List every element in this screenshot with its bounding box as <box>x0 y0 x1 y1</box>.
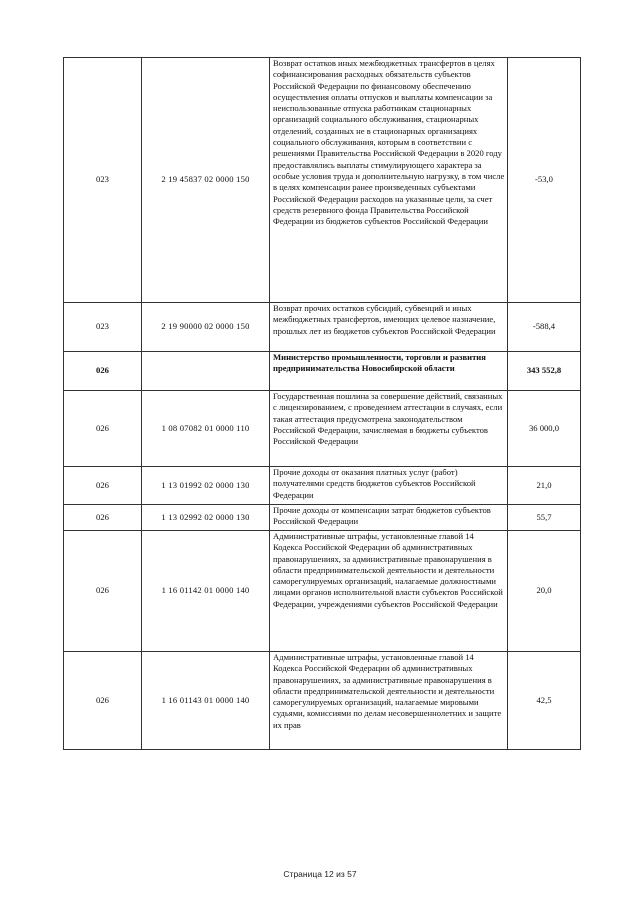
admin-code-cell: 026 <box>64 352 142 391</box>
budget-classification-code-cell: 1 13 01992 02 0000 130 <box>142 467 270 505</box>
budget-revenue-table <box>63 57 581 750</box>
table-row <box>64 58 581 303</box>
amount-cell: 55,7 <box>508 505 581 531</box>
amount-cell: 20,0 <box>508 531 581 652</box>
page-number-footer: Страница 12 из 57 <box>283 869 357 879</box>
budget-classification-code-cell <box>142 352 270 391</box>
admin-code-cell: 023 <box>64 303 142 352</box>
revenue-name-cell: Административные штрафы, установленные главой 14 Кодекса Российской Федерации об административных правонарушениях, за административные правонарушения в области предпринимательской деятельности и деятельности саморегулируемых организаций, налагаемые мировыми судьями, комиссиями по делам несовершеннолетних и защите их прав <box>270 652 508 750</box>
revenue-name-cell: Возврат прочих остатков субсидий, субвенций и иных межбюджетных трансфертов, имеющих целевое назначение, прошлых лет из бюджетов субъектов Российской Федерации <box>270 303 508 352</box>
budget-classification-code-cell: 1 08 07082 01 0000 110 <box>142 391 270 467</box>
table-row <box>64 505 581 531</box>
amount-cell: 21,0 <box>508 467 581 505</box>
budget-classification-code-cell: 1 16 01142 01 0000 140 <box>142 531 270 652</box>
table-row <box>64 467 581 505</box>
table-row <box>64 652 581 750</box>
revenue-name-cell: Министерство промышленности, торговли и развития предпринимательства Новосибирской области <box>270 352 508 391</box>
admin-code-cell: 026 <box>64 652 142 750</box>
budget-classification-code-cell: 2 19 45837 02 0000 150 <box>142 58 270 303</box>
table-row-section-header <box>64 352 581 391</box>
budget-classification-code-cell: 2 19 90000 02 0000 150 <box>142 303 270 352</box>
revenue-name-cell: Прочие доходы от компенсации затрат бюджетов субъектов Российской Федерации <box>270 505 508 531</box>
admin-code-cell: 026 <box>64 531 142 652</box>
budget-classification-code-cell: 1 13 02992 02 0000 130 <box>142 505 270 531</box>
amount-cell: -53,0 <box>508 58 581 303</box>
table-row <box>64 531 581 652</box>
table-row <box>64 391 581 467</box>
amount-cell: 343 552,8 <box>508 352 581 391</box>
amount-cell: -588,4 <box>508 303 581 352</box>
budget-classification-code-cell: 1 16 01143 01 0000 140 <box>142 652 270 750</box>
admin-code-cell: 023 <box>64 58 142 303</box>
revenue-name-cell: Административные штрафы, установленные главой 14 Кодекса Российской Федерации об административных правонарушениях, за административные правонарушения в области предпринимательской деятельности и деятельности саморегулируемых организаций, налагаемые должностными лицами органов исполнительной власти субъектов Российской Федерации, учреждениями субъектов Российской Федерации <box>270 531 508 652</box>
admin-code-cell: 026 <box>64 391 142 467</box>
table-row <box>64 303 581 352</box>
admin-code-cell: 026 <box>64 505 142 531</box>
revenue-name-cell: Государственная пошлина за совершение действий, связанных с лицензированием, с проведением аттестации в случаях, если такая аттестация предусмотрена законодательством Российской Федерации, зачисляемая в бюджеты субъектов Российской Федерации <box>270 391 508 467</box>
amount-cell: 42,5 <box>508 652 581 750</box>
admin-code-cell: 026 <box>64 467 142 505</box>
revenue-name-cell: Прочие доходы от оказания платных услуг (работ) получателями средств бюджетов субъектов Российской Федерации <box>270 467 508 505</box>
amount-cell: 36 000,0 <box>508 391 581 467</box>
revenue-name-cell: Возврат остатков иных межбюджетных трансфертов в целях софинансирования расходных обязательств субъектов Российской Федерации по финансовому обеспечению осуществления оплаты отпусков и выплаты компенсации за неиспользованные отпуска работникам стационарных организаций социального обслуживания, стационарных отделений, созданных не в стационарных организациях социального обслуживания, которым в соответствии с решениями Правительства Российской Федерации в 2020 году предоставлялись выплаты стимулирующего характера за особые условия труда и дополнительную нагрузку, в том числе в целях компенсации ранее произведенных субъектами Российской Федерации расходов на указанные цели, за счет средств резервного фонда Правительства Российской Федерации из бюджетов субъектов Российской Федерации <box>270 58 508 303</box>
